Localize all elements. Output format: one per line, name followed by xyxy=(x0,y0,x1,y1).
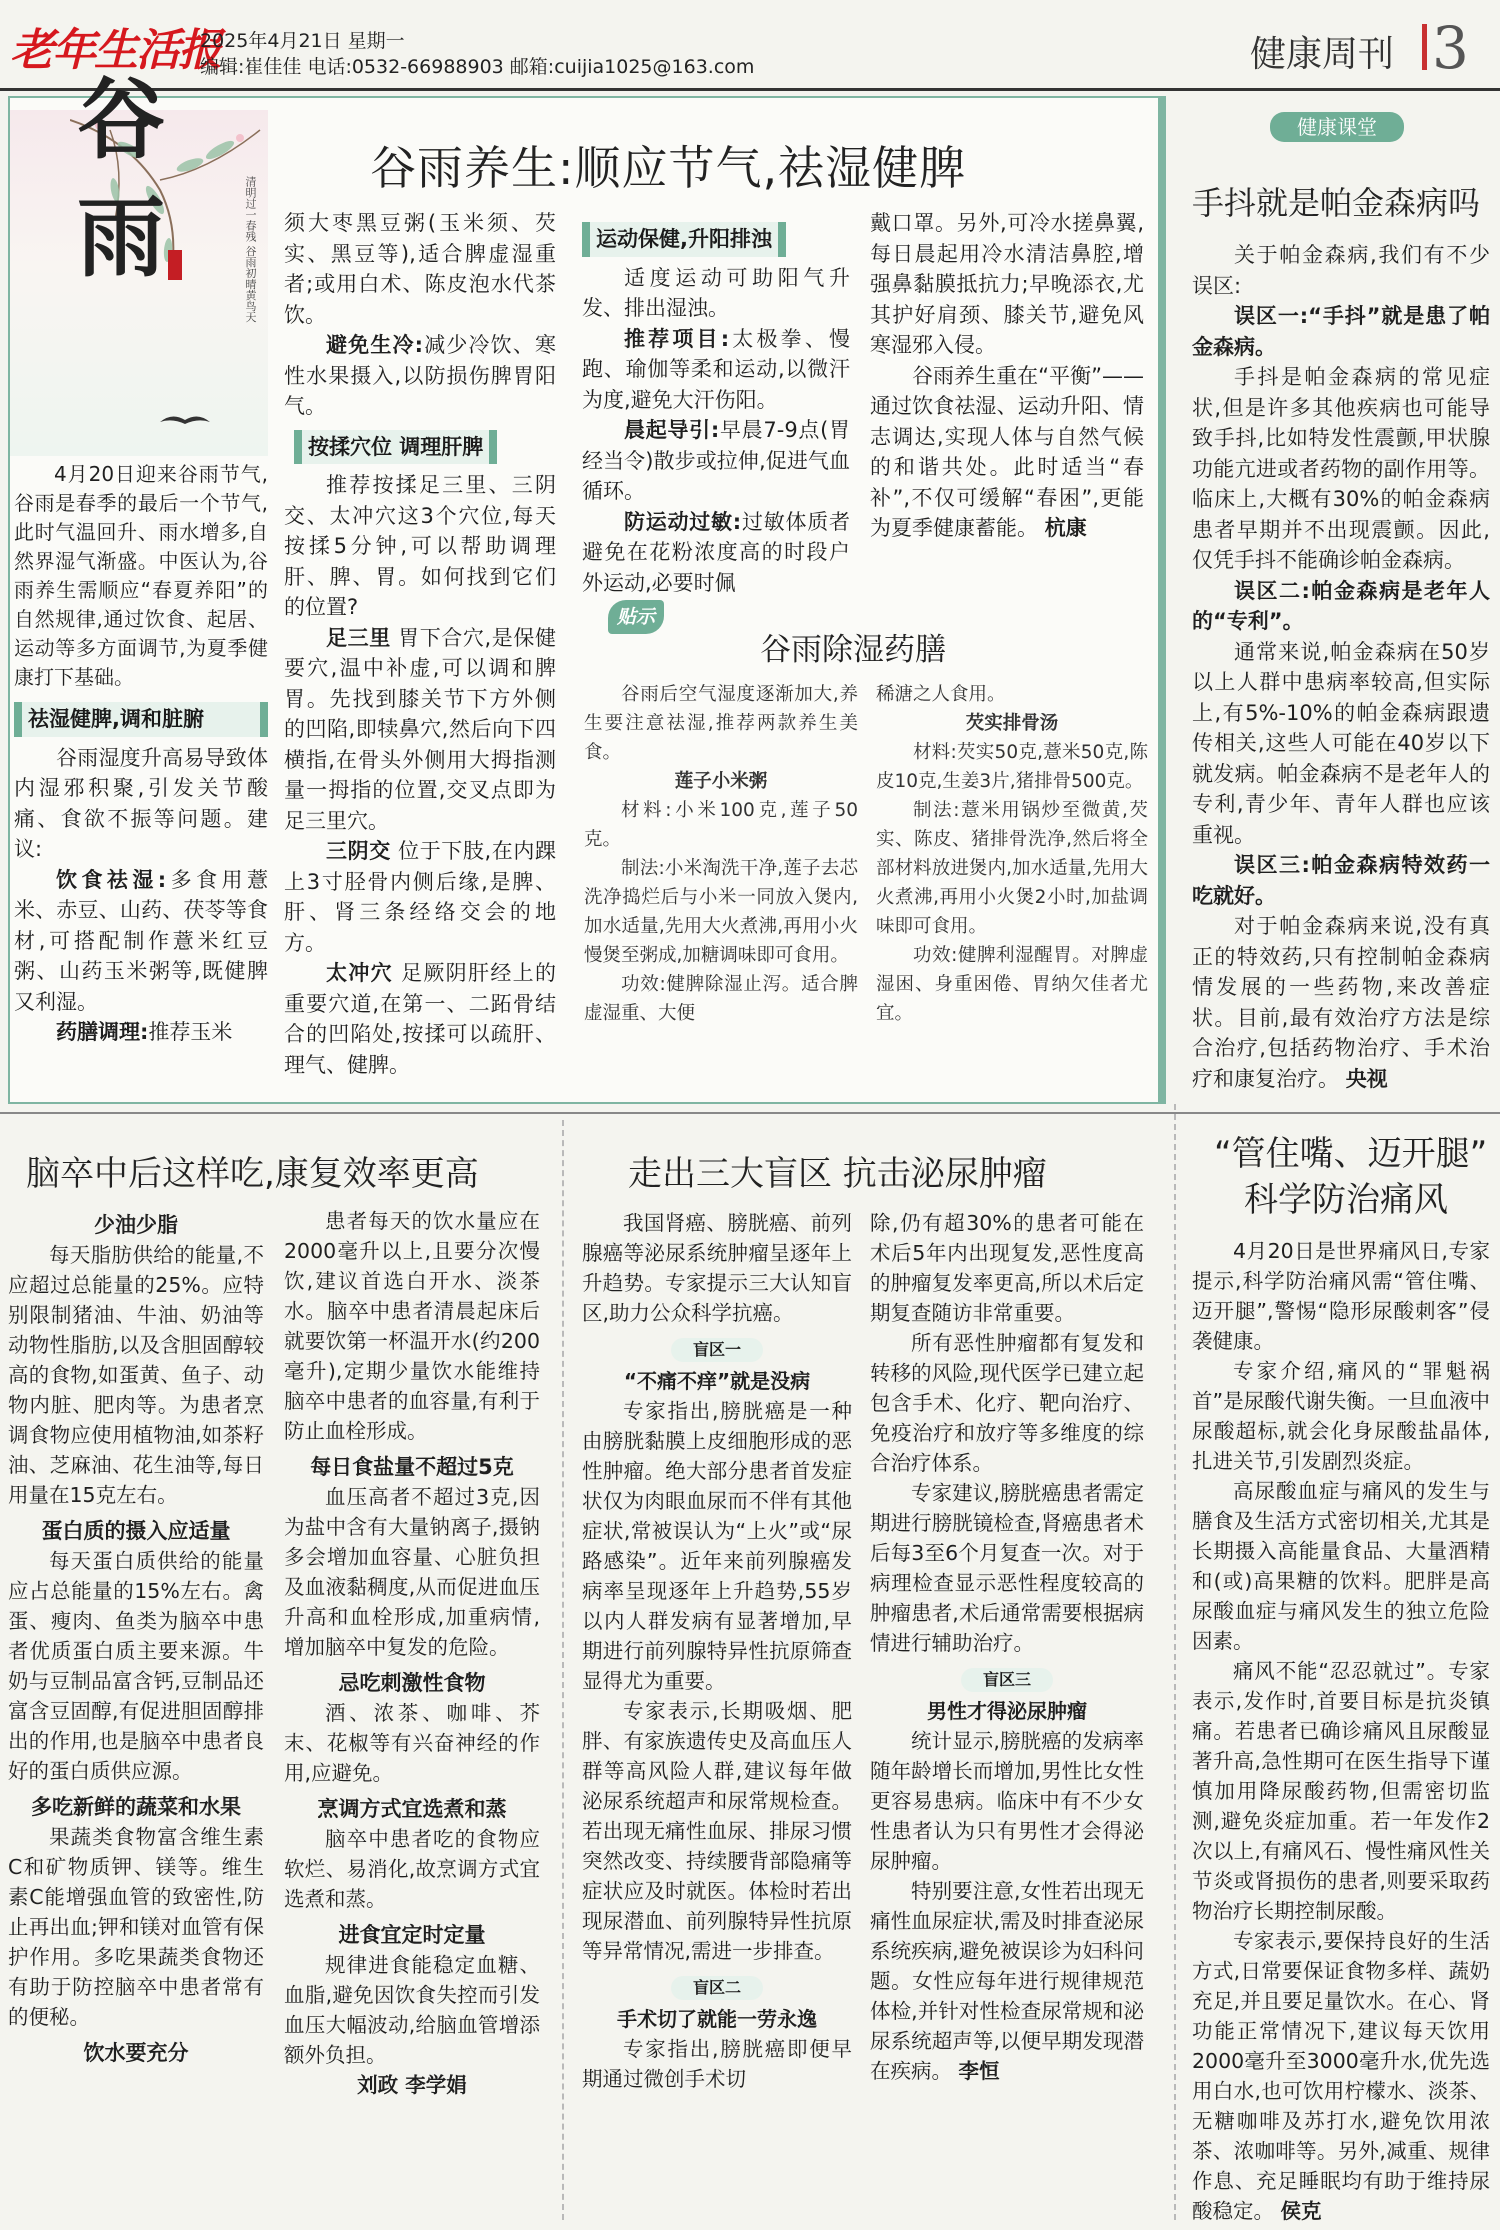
feature-paragraph-text: 太极拳、慢跑、瑜伽等柔和运动,以微汗为度,避免大汗伤阳。 xyxy=(582,326,850,412)
byline: 侯克 xyxy=(1280,2199,1322,2223)
feature-paragraph-text: 足厥阴肝经上的重要穴道,在第一、二跖骨结合的凹陷处,按揉可以疏肝、理气、健脾。 xyxy=(284,961,557,1077)
gout-title-line-2: 科学防治痛风 xyxy=(1244,1180,1448,1220)
feature-paragraph-text: 过敏体质者避免在花粉浓度高的时段户外运动,必要时佩 xyxy=(582,509,850,595)
feature-paragraph: 适度运动可助阳气升发、排出湿浊。 xyxy=(582,265,850,320)
guyu-title xyxy=(66,60,176,296)
feature-paragraph: 戴口罩。另外,可冷水搓鼻翼,每日晨起用冷水清洁鼻腔,增强鼻黏膜抵抗力;早晚添衣,尤其护好肩颈、膝关节,避免风寒湿邪入侵。 xyxy=(870,211,1144,357)
feature-paragraph-label: 推荐项目: xyxy=(624,326,730,351)
gout-paragraph: 专家介绍,痛风的“罪魁祸首”是尿酸代谢失衡。一旦血液中尿酸超标,就会化身尿酸盐晶体,扎进关节,引发剧烈炎症。 xyxy=(1192,1359,1490,1473)
feature-paragraph: 须大枣黑豆粥(玉米须、芡实、黑豆等),适合脾虚湿重者;或用白术、陈皮泡水代茶饮。 xyxy=(284,211,556,327)
stroke-subhead: 少油少脂 xyxy=(94,1213,178,1237)
byline: 李恒 xyxy=(958,2059,1000,2083)
tumor-paragraph-text: 特别要注意,女性若出现无痛性血尿症状,需及时排查泌尿系统疾病,避免被误诊为妇科问题。女性应每年进行规律规范体检,并针对性检查尿常规和泌尿系统超声等,以便早期发现潜在疾病。 xyxy=(870,1879,1144,2083)
stroke-subhead: 进食宜定时定量 xyxy=(338,1923,486,1947)
feature-paragraph-label: 足三里 xyxy=(326,625,391,650)
gout-paragraph: 4月20日是世界痛风日,专家提示,科学防治痛风需“管住嘴、迈开腿”,警惕“隐形尿酸刺客”侵袭健康。 xyxy=(1192,1239,1490,1353)
tumor-paragraph: 所有恶性肿瘤都有复发和转移的风险,现代医学已建立起包含手术、化疗、靶向治疗、免疫治疗和放疗等多维度的综合治疗体系。 xyxy=(870,1331,1144,1475)
stroke-title: 脑卒中后这样吃,康复效率更高 xyxy=(26,1154,479,1194)
parkinson-title: 手抖就是帕金森病吗 xyxy=(1192,184,1481,222)
parkinson-column xyxy=(1192,240,1490,1094)
feature-subhead-1: 祛湿健脾,调和脏腑 xyxy=(14,702,268,737)
byline: 杭康 xyxy=(1044,516,1087,540)
tumor-title: 走出三大盲区 抗击泌尿肿瘤 xyxy=(628,1154,1047,1194)
feature-column-1 xyxy=(14,460,268,1048)
feature-paragraph xyxy=(284,330,556,422)
guyu-char-1: 谷 xyxy=(76,67,165,171)
tumor-paragraph: 专家指出,膀胱癌是一种由膀胱黏膜上皮细胞形成的恶性肿瘤。绝大部分患者首发症状仅为肉眼血尿而不伴有其他症状,常被误认为“上火”或“尿路感染”。近年来前列腺癌发病率呈现逐年上升趋势,55岁以内人群发病有显著增加,早期进行前列腺特异性抗原筛查显得尤为重要。 xyxy=(582,1399,852,1693)
section-name: 健康周刊 xyxy=(1250,34,1395,75)
editor-line: 编辑:崔佳佳 电话:0532-66988903 邮箱:cuijia1025@163.com xyxy=(200,56,755,78)
feature-column-2 xyxy=(284,208,556,1080)
stroke-subhead: 饮水要充分 xyxy=(83,2041,189,2065)
feature-intro: 4月20日迎来谷雨节气,谷雨是春季的最后一个节气,此时气温回升、雨水增多,自然界湿气渐盛。中医认为,谷雨养生需顺应“春夏养阳”的自然规律,通过饮食、起居、运动等多方面调节,为夏季健康打下基础。 xyxy=(14,462,268,689)
masthead-rule xyxy=(0,88,1500,91)
feature-paragraph xyxy=(582,415,850,507)
gout-paragraph: 高尿酸血症与痛风的发生与膳食及生活方式密切相关,尤其是长期摄入高能量食品、大量酒精和(或)高果糖的饮料。肥胖是高尿酸血症与痛风发生的独立危险因素。 xyxy=(1192,1479,1490,1653)
gout-paragraph: 痛风不能“忍忍就过”。专家表示,发作时,首要目标是抗炎镇痛。若患者已确诊痛风且尿酸显著升高,急性期可在医生指导下谨慎加用降尿酸药物,但需密切监测,避免炎症加重。若一年发作2次以上,有痛风石、慢性痛风性关节炎或肾损伤的患者,则要采取药物治疗长期控制尿酸。 xyxy=(1192,1659,1490,1923)
gout-title-line-1: “管住嘴、迈开腿” xyxy=(1214,1134,1488,1174)
stroke-paragraph: 患者每天的饮水量应在2000毫升以上,且要分次慢饮,建议首选白开水、淡茶水。脑卒中患者清晨起床后就要饮第一杯温开水(约200毫升),定期少量饮水能维持脑卒中患者的血容量,有利于防止血栓形成。 xyxy=(284,1209,540,1443)
tips-intro: 谷雨后空气湿度逐渐加大,养生要注意祛湿,推荐两款养生美食。 xyxy=(584,684,858,763)
guyu-poem-line: 清明过一春残 谷雨初晴黄鸟天 xyxy=(244,176,257,323)
feature-paragraph-label: 晨起导引: xyxy=(624,418,720,442)
tips-column-2 xyxy=(876,680,1148,1028)
feature-paragraph-text: 减少冷饮、寒性水果摄入,以防损伤脾胃阳气。 xyxy=(284,333,557,418)
parkinson-paragraph-text: 对于帕金森病来说,没有真正的特效药,只有控制帕金森病情发展的一些药物,来改善症状。目前,最有效治疗方法是综合治疗,包括药物治疗、手术治疗和康复治疗。 xyxy=(1192,914,1490,1091)
gout-column xyxy=(1192,1236,1490,2226)
feature-paragraph-label: 防运动过敏: xyxy=(624,509,742,534)
section-divider xyxy=(1422,24,1427,70)
feature-paragraph-text: 推荐玉米 xyxy=(148,1020,233,1044)
feature-paragraph xyxy=(284,623,556,837)
tumor-paragraph: 专家表示,长期吸烟、肥胖、有家族遗传史及高血压人群等高风险人群,建议每年做泌尿系统超声和尿常规检查。若出现无痛性血尿、排尿习惯突然改变、持续腰背部隐痛等症状应及时就医。体检时若出现尿潜血、前列腺特异性抗原等异常情况,需进一步排查。 xyxy=(582,1699,852,1963)
byline: 央视 xyxy=(1345,1066,1388,1091)
feature-paragraph: 谷雨湿度升高易导致体内湿邪积聚,引发关节酸痛、食欲不振等问题。建议: xyxy=(14,745,268,861)
stroke-column-1 xyxy=(8,1210,264,2068)
feature-paragraph-text: 早晨7-9点(胃经当令)散步或拉伸,促进气血循环。 xyxy=(582,418,850,503)
stroke-paragraph: 酒、浓茶、咖啡、芥末、花椒等有兴奋神经的作用,应避免。 xyxy=(284,1701,540,1785)
recipe-name: 莲子小米粥 xyxy=(674,771,768,792)
feature-paragraph-text: 胃下合穴,是保健要穴,温中补虚,可以调和脾胃。先找到膝关节下方外侧的凹陷,即犊鼻穴,然后向下四横指,在骨头外侧用大拇指测量一拇指的位置,交叉点即为足三里穴。 xyxy=(284,625,556,833)
stroke-paragraph: 果蔬类食物富含维生素C和矿物质钾、镁等。维生素C能增强血管的致密性,防止再出血;钾和镁对血管有保护作用。多吃果蔬类食物还有助于防控脑卒中患者常有的便秘。 xyxy=(8,1825,264,2029)
recipe-paragraph: 制法:小米淘洗干净,莲子去芯洗净捣烂后与小米一同放入煲内,加水适量,先用大火煮沸,再用小火慢煲至粥成,加糖调味即可食用。 xyxy=(584,858,858,966)
stroke-paragraph: 每天蛋白质供给的能量应占总能量的15%左右。禽蛋、瘦肉、鱼类为脑卒中患者优质蛋白质主要来源。牛奶与豆制品富含钙,豆制品还富含豆固醇,有促进胆固醇排出的作用,也是脑卒中患者良好的蛋白质供应源。 xyxy=(8,1549,264,1783)
tips-title: 谷雨除湿药膳 xyxy=(760,632,946,668)
health-class-tag: 健康课堂 xyxy=(1270,112,1404,142)
feature-paragraph xyxy=(582,507,850,599)
gout-paragraph xyxy=(1192,1926,1490,2226)
parkinson-paragraph xyxy=(1192,911,1490,1094)
feature-paragraph xyxy=(284,836,556,958)
feature-paragraph: 推荐按揉足三里、三阴交、太冲穴这3个穴位,每天按揉5分钟,可以帮助调理肝、脾、胃。如何找到它们的位置? xyxy=(284,473,556,619)
blindspot-tag-1: 盲区一 xyxy=(671,1338,763,1362)
blindspot-tag-3: 盲区三 xyxy=(961,1668,1053,1692)
feature-paragraph-label: 三阴交 xyxy=(326,839,391,863)
stroke-paragraph: 血压高者不超过3克,因为盐中含有大量钠离子,摄钠多会增加血容量、心脏负担及血液黏稠度,从而促进血压升高和血栓形成,加重病情,增加脑卒中复发的危险。 xyxy=(284,1485,540,1659)
issue-date-line xyxy=(200,26,405,53)
recipe-paragraph: 功效:健脾除湿止泻。适合脾虚湿重、大便 xyxy=(584,974,858,1024)
recipe-name: 芡实排骨汤 xyxy=(965,713,1059,734)
recipe-paragraph: 制法:薏米用锅炒至微黄,芡实、陈皮、猪排骨洗净,然后将全部材料放进煲内,加水适量,先用大火煮沸,再用小火煲2小时,加盐调味即可食用。 xyxy=(876,800,1148,937)
feature-paragraph-label: 太冲穴 xyxy=(326,961,393,985)
tumor-column-2 xyxy=(870,1208,1144,2086)
column-divider xyxy=(562,1120,564,2220)
issue-weekday: 星期一 xyxy=(347,30,405,52)
byline: 刘政 李学娟 xyxy=(357,2073,467,2097)
tumor-paragraph: 专家指出,膀胱癌即便早期通过微创手术切 xyxy=(582,2037,852,2091)
myth-heading: 误区二:帕金森病是老年人的“专利”。 xyxy=(1192,578,1490,633)
tips-column-1 xyxy=(584,680,858,1028)
parkinson-paragraph: 通常来说,帕金森病在50岁以上人群中患病率较高,但实际上,有5%-10%的帕金森病跟遗传相关,这些人可能在40岁以下就发病。帕金森病不是老年人的专利,青少年、青年人群也应该重视。 xyxy=(1192,639,1490,847)
feature-column-4 xyxy=(870,208,1144,544)
feature-title: 谷雨养生:顺应节气,祛湿健脾 xyxy=(370,141,967,195)
myth-heading: 误区一:“手抖”就是患了帕金森病。 xyxy=(1192,304,1490,359)
feature-paragraph xyxy=(14,1017,268,1048)
feature-paragraph xyxy=(284,958,556,1080)
myth-heading: 误区三:帕金森病特效药一吃就好。 xyxy=(1192,853,1490,908)
recipe-paragraph: 功效:健脾利湿醒胃。对脾虚湿困、身重困倦、胃纳欠佳者尤宜。 xyxy=(876,945,1148,1024)
gout-paragraph-text: 专家表示,要保持良好的生活方式,日常要保证食物多样、蔬奶充足,并且要足量饮水。在心、肾功能正常情况下,建议每天饮用2000毫升至3000毫升水,优先选用白水,也可饮用柠檬水、淡茶、无糖咖啡及苏打水,避免饮用浓茶、浓咖啡等。另外,减重、规律作息、充足睡眠均有助于维持尿酸稳定。 xyxy=(1192,1929,1490,2223)
parkinson-paragraph: 手抖是帕金森病的常见症状,但是许多其他疾病也可能导致手抖,比如特发性震颤,甲状腺功能亢进或者药物的副作用等。临床上,大概有30%的帕金森病患者早期并不出现震颤。因此,仅凭手抖不能确诊帕金森病。 xyxy=(1192,365,1490,572)
feature-paragraph-text: 谷雨养生重在“平衡”——通过饮食祛湿、运动升阳、情志调达,实现人体与自然气候的和谐共处。此时适当“春补”,不仅可缓解“春困”,更能为夏季健康蓄能。 xyxy=(870,363,1144,540)
feature-paragraph-label: 避免生冷: xyxy=(326,333,424,357)
feature-paragraph-label: 饮食祛湿: xyxy=(56,867,167,892)
blindspot-title-2: 手术切了就能一劳永逸 xyxy=(617,2007,817,2031)
stroke-paragraph: 每天脂肪供给的能量,不应超过总能量的25%。应特别限制猪油、牛油、奶油等动物性脂肪,以及含胆固醇较高的食物,如蛋黄、鱼子、动物内脏、肥肉等。为患者烹调食物应使用植物油,如茶籽油、芝麻油、花生油等,每日用量在15克左右。 xyxy=(8,1243,264,1507)
tumor-paragraph xyxy=(870,1876,1144,2086)
stroke-subhead: 蛋白质的摄入应适量 xyxy=(41,1519,231,1543)
feature-paragraph xyxy=(582,324,850,416)
feature-subhead-2: 按揉穴位 调理肝脾 xyxy=(294,430,497,465)
feature-column-3 xyxy=(582,222,850,598)
tumor-column-1 xyxy=(582,1208,852,2094)
feature-paragraph-text: 位于下肢,在内踝上3寸胫骨内侧后缘,是脾、肝、肾三条经络交会的地方。 xyxy=(284,839,556,955)
stroke-subhead: 忌吃刺激性食物 xyxy=(338,1671,486,1695)
column-divider xyxy=(1174,1104,1176,2220)
parkinson-paragraph: 关于帕金森病,我们有不少误区: xyxy=(1192,243,1490,298)
blindspot-tag-2: 盲区二 xyxy=(671,1976,763,2000)
feature-subhead-3: 运动保健,升阳排浊 xyxy=(582,222,786,257)
stroke-column-2 xyxy=(284,1206,540,2100)
tumor-paragraph: 专家建议,膀胱癌患者需定期进行膀胱镜检查,肾癌患者术后每3至6个月复查一次。对于病理检查显示恶性程度较高的肿瘤患者,术后通常需要根据病情进行辅助治疗。 xyxy=(870,1481,1144,1655)
feature-paragraph-text: 多食用薏米、赤豆、山药、茯苓等食材,可搭配制作薏米红豆粥、山药玉米粥等,既健脾又利湿。 xyxy=(14,867,268,1014)
feature-box-accent-bar xyxy=(1158,96,1166,1104)
section-rule xyxy=(0,1112,1500,1114)
feature-paragraph xyxy=(870,361,1144,544)
stroke-subhead: 多吃新鲜的蔬菜和水果 xyxy=(31,1795,241,1819)
tumor-paragraph: 统计显示,膀胱癌的发病率随年龄增长而增加,男性比女性更容易患病。临床中有不少女性患者认为只有男性才会得泌尿肿瘤。 xyxy=(870,1729,1144,1873)
stroke-subhead: 烹调方式宜选煮和蒸 xyxy=(317,1797,507,1821)
guyu-char-2: 雨 xyxy=(76,185,165,289)
recipe-paragraph: 稀溏之人食用。 xyxy=(876,684,1006,705)
tumor-paragraph: 我国肾癌、膀胱癌、前列腺癌等泌尿系统肿瘤呈逐年上升趋势。专家提示三大认知盲区,助力公众科学抗癌。 xyxy=(582,1211,852,1325)
feature-paragraph-label: 药膳调理: xyxy=(56,1020,149,1044)
blindspot-title-3: 男性才得泌尿肿瘤 xyxy=(927,1699,1087,1723)
seal-stamp-icon xyxy=(168,250,182,280)
page-number: 3 xyxy=(1432,14,1469,82)
newspaper-logo: 老年生活报 xyxy=(10,25,220,76)
tips-badge: 贴示 xyxy=(608,600,664,634)
tumor-paragraph: 除,仍有超30%的患者可能在术后5年内出现复发,恶性度高的肿瘤复发率更高,所以术后定期复查随访非常重要。 xyxy=(870,1211,1144,1325)
blindspot-title-1: “不痛不痒”就是没病 xyxy=(623,1369,811,1393)
recipe-paragraph: 材料:芡实50克,薏米50克,陈皮10克,生姜3片,猪排骨500克。 xyxy=(876,742,1148,792)
recipe-paragraph: 材料:小米100克,莲子50克。 xyxy=(584,800,858,850)
stroke-paragraph: 脑卒中患者吃的食物应软烂、易消化,故烹调方式宜选煮和蒸。 xyxy=(284,1827,540,1911)
stroke-paragraph: 规律进食能稳定血糖、血脂,避免因饮食失控而引发血压大幅波动,给脑血管增添额外负担。 xyxy=(284,1953,540,2067)
feature-paragraph xyxy=(14,865,268,1018)
stroke-subhead: 每日食盐量不超过5克 xyxy=(310,1455,514,1479)
issue-date: 2025年4月21日 xyxy=(200,30,342,52)
